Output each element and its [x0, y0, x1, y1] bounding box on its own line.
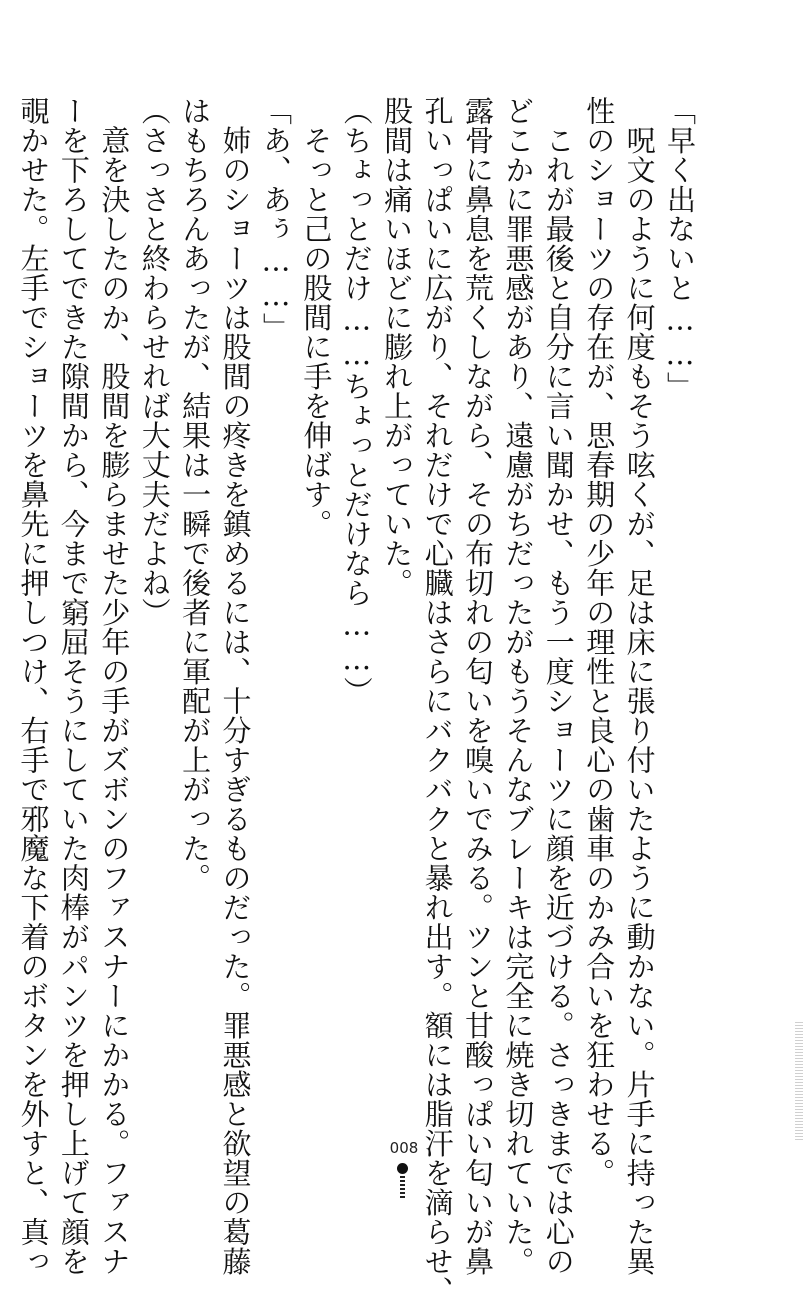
text-line: 性のショーツの存在が、思春期の少年の理性と良心の歯車のかみ合いを狂わせる。 [582, 96, 617, 1188]
text-line: （ちょっとだけ……ちょっとだけなら……） [339, 96, 374, 706]
text-line: 呪文のように何度もそう呟くが、足は床に張り付いたように動かない。片手に持った異 [622, 96, 657, 1276]
page-marker-dot [397, 1163, 408, 1174]
text-line: ーを下ろしてできた隙間から、今まで窮屈そうにしていた肉棒がパンツを押し上げて顔を [56, 96, 91, 1276]
text-line: 意を決したのか、股間を膨らませた少年の手がズボンのファスナーにかかる。ファスナ [97, 96, 132, 1276]
text-line: 股間は痛いほどに膨れ上がっていた。 [380, 96, 415, 598]
text-line: これが最後と自分に言い聞かせ、もう一度ショーツに顔を近づける。さっきまでは心の [541, 96, 576, 1276]
text-line: （さっさと終わらせれば大丈夫だよね） [137, 96, 172, 627]
text-line: 孔いっぱいに広がり、それだけで心臓はさらにバクバクと暴れ出す。額には脂汗を滴らせ、 [420, 96, 455, 1306]
page-marker-line [400, 1176, 405, 1200]
text-line: 露骨に鼻息を荒くしながら、その布切れの匂いを嗅いでみる。ツンと甘酸っぱい匂いが鼻 [460, 96, 495, 1276]
edge-scan-mark [795, 1022, 803, 1142]
text-line: 「早く出ないと……」 [663, 96, 697, 401]
text-line: そっと己の股間に手を伸ばす。 [299, 96, 334, 539]
text-line: はもちろんあったが、結果は一瞬で後者に軍配が上がった。 [178, 96, 213, 893]
text-line: 姉のショーツは股間の疼きを鎮めるには、十分すぎるものだった。罪悪感と欲望の葛藤 [218, 96, 253, 1276]
text-line: どこかに罪悪感があり、遠慮がちだったがもうそんなブレーキは完全に焼き切れていた。 [501, 96, 536, 1276]
text-line: 「あ、あぅ……」 [258, 96, 293, 342]
page-number: 008 [389, 1139, 419, 1157]
text-line: 覗かせた。左手でショーツを鼻先に押しつけ、右手で邪魔な下着のボタンを外すと、真っ [16, 96, 51, 1276]
